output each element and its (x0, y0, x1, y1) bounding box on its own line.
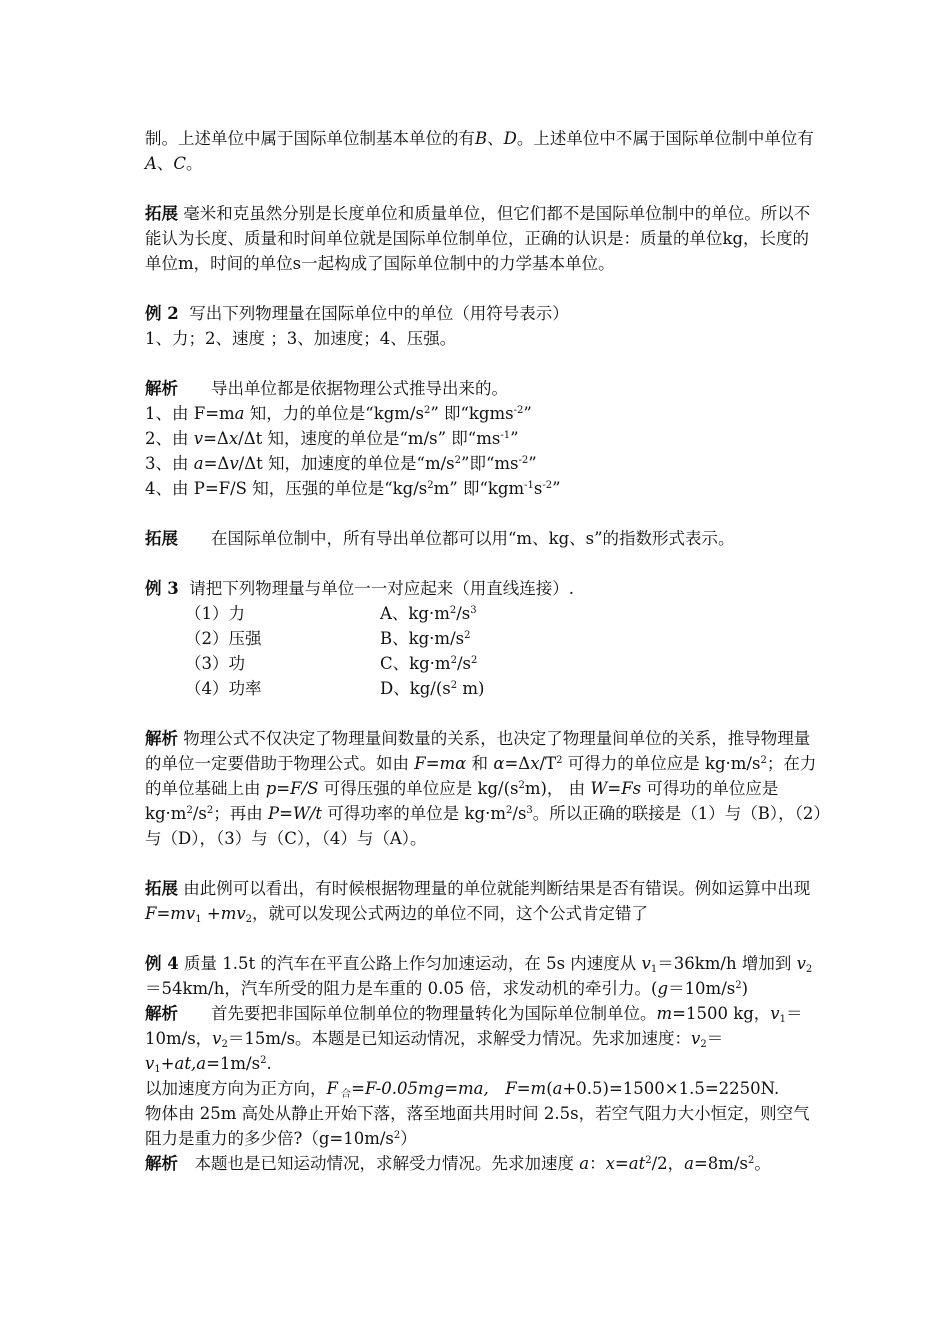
example-5-question (145, 1101, 825, 1151)
text: 2 (245, 914, 253, 925)
text: /2， (651, 1154, 685, 1173)
text: ＝10m/s (668, 979, 736, 998)
text: 。上述单位中不属于国际单位制中单位有 (516, 129, 814, 148)
text: 2 (805, 964, 813, 975)
text: . (266, 1054, 272, 1073)
text: 2 (464, 630, 471, 641)
text: 以加速度方向为正方向， (145, 1079, 327, 1098)
text: v (145, 1054, 155, 1073)
text: 2 (221, 1039, 228, 1050)
label-solution: 解析 (145, 729, 178, 748)
text: 3、由 (145, 454, 194, 473)
text: 2 (206, 805, 214, 816)
text: ： (589, 1154, 606, 1173)
label-example: 例 3 (145, 579, 179, 598)
text: W=Fs (590, 779, 642, 798)
example-4-force-line (145, 1076, 825, 1101)
example-2-question (145, 301, 825, 326)
text: /s (456, 604, 471, 623)
example-3-solution (145, 726, 825, 851)
text: x (228, 429, 239, 448)
text: 。 (186, 154, 203, 173)
paragraph-extension-2 (145, 526, 825, 551)
text: 2 (747, 1155, 755, 1166)
text: a (552, 1079, 563, 1098)
text: 1 (779, 1014, 786, 1025)
text: m” 即“kgm (433, 479, 525, 498)
text: 、 (156, 154, 174, 173)
text: /s (512, 804, 527, 823)
text: /T (539, 754, 557, 773)
example-5-solution (145, 1151, 825, 1176)
text: 合 (337, 1089, 352, 1100)
text: v (212, 1029, 222, 1048)
text: m)， 由 (524, 779, 591, 798)
text: 可得压强的单位应是 kg/(s (318, 779, 519, 798)
text: D、kg/(s (380, 679, 451, 698)
text: mv (220, 904, 246, 923)
text: 可得功的单位应是 kg·m (145, 779, 779, 823)
text: =Δ (504, 754, 531, 773)
text: 2 (735, 980, 742, 991)
text: =F-0.05mg=ma, (351, 1079, 489, 1098)
text: a (234, 404, 245, 423)
matching-row (145, 626, 825, 651)
text: /s (456, 654, 471, 673)
text: 2 (423, 405, 431, 416)
text: + (201, 904, 221, 923)
text: =Δ (203, 429, 229, 448)
text: 和 (466, 754, 494, 773)
text: α (493, 754, 505, 773)
text: F (326, 1079, 338, 1098)
text: =8m/s (693, 1154, 748, 1173)
text: 由此例可以看出，有时候根据物理量的单位就能判断结果是否有错误。例如运算中出现 (183, 879, 811, 898)
text: -1 (500, 430, 511, 441)
text: /Δt 知，加速度的单位是“m/s (238, 454, 455, 473)
text: /Δt 知，速度的单位是“m/s” 即“ms (238, 429, 501, 448)
text: -1 (524, 480, 534, 491)
text: 1 (650, 964, 658, 975)
text: 2 (260, 1055, 267, 1066)
text: ；再由 (213, 804, 268, 823)
label-extension: 拓展 (145, 879, 178, 898)
text: F=mα (414, 754, 467, 773)
text: 2 (454, 455, 462, 466)
text: = (516, 1079, 531, 1098)
text: 2 (645, 1155, 652, 1166)
text: at (628, 1154, 646, 1173)
text: 知，力的单位是“kgm/s (244, 404, 424, 423)
matching-row (145, 601, 825, 626)
label-example: 例 2 (145, 304, 179, 323)
text: v (641, 954, 651, 973)
text: -2 (513, 405, 524, 416)
text: x (605, 1154, 615, 1173)
text: 可得力的单位应是 kg·m/s (562, 754, 761, 773)
text: ＝ (706, 1029, 724, 1048)
text: v (796, 954, 806, 973)
text: 毫米和克虽然分别是长度单位和质量单位，但它们都不是国际单位制中的单位。所以不能认为长度、质量和时间单位就是国际单位制单位，正确的认识是：质量的单位kg，长度的单位m，时间的单位s一起构成了国际单位制中的力学基本单位。 (145, 204, 811, 273)
text: m (656, 1004, 673, 1023)
text: 首先要把非国际单位制单位的物理量转化为国际单位制单位。 (211, 1004, 657, 1023)
text: （3）功 (185, 654, 245, 673)
text: 质量 1.5t 的汽车在平直公路上作匀加速运动，在 5s 内速度从 (183, 954, 642, 973)
text: 物体由 25m 高处从静止开始下落，落至地面共用时间 2.5s，若空气阻力大小恒定，则空气阻力是重力的多少倍?（g=10m/s (145, 1104, 810, 1148)
text: ( (546, 1079, 553, 1098)
text: 4、由 P=F/S 知，压强的单位是“kg/s (145, 479, 428, 498)
text: ” (528, 454, 537, 473)
text: C、kg·m (380, 654, 451, 673)
label-solution: 解析 (145, 379, 178, 398)
text: a (684, 1154, 694, 1173)
text: 本题也是已知运动情况，求解受力情况。先求加速度 (194, 1154, 580, 1173)
text: ＝36km/h 增加到 (657, 954, 797, 973)
matching-row (145, 676, 825, 701)
text: 。所以正确的联接是（1）与（B），（2）与（D），（3）与（C），（4）与（A）。 (145, 804, 822, 848)
text: 物理公式不仅决定了物理量间数量的关系，也决定了物理量间单位的关系，推导物理量的单位一定要借助于物理公式。如由 (145, 729, 811, 773)
label-solution: 解析 (145, 1154, 178, 1173)
text: ” (523, 404, 532, 423)
solution-line-2 (145, 426, 825, 451)
text: =1m/s (206, 1054, 261, 1073)
label-example: 例 4 (145, 954, 179, 973)
text: 2 (700, 1039, 707, 1050)
text: F (505, 1079, 517, 1098)
text: 3 (470, 605, 477, 616)
text: 、 (487, 129, 504, 148)
example-3-question (145, 576, 825, 601)
label-solution: 解析 (145, 1004, 178, 1023)
text: /s (192, 804, 207, 823)
text: a (579, 1154, 590, 1173)
text: P=W/t (267, 804, 323, 823)
text: 。 (754, 1154, 771, 1173)
example-2-list: 1、力；2、速度 ；3、加速度；4、压强。 (145, 329, 457, 348)
text: ) (741, 979, 749, 998)
solution-line-4 (145, 476, 825, 501)
paragraph-extension-3 (145, 876, 825, 926)
text: 2 (556, 755, 563, 766)
text: ＝15m/s。本题是已知运动情况，求解受力情况。先求加速度： (227, 1029, 692, 1048)
text: ” (552, 479, 561, 498)
text: 2 (760, 755, 767, 766)
label-extension: 拓展 (145, 204, 178, 223)
text: 3 (526, 805, 533, 816)
text: （4）功率 (185, 679, 262, 698)
text: v (770, 1004, 780, 1023)
text: =1500 kg， (672, 1004, 771, 1023)
text: -2 (518, 455, 529, 466)
text: 2 (449, 605, 457, 616)
text: 2 (450, 680, 458, 691)
text: ＝54km/h，汽车所受的阻力是车重的 0.05 倍，求发动机的牵引力。( (145, 979, 658, 998)
text: 2 (427, 480, 434, 491)
paragraph-extension-1 (145, 201, 825, 276)
text: +at,a (160, 1054, 207, 1073)
text: C (173, 154, 187, 173)
text: ” (510, 429, 519, 448)
text: 2 (518, 780, 525, 791)
text: 在国际单位制中，所有导出单位都可以用“m、kg、s”的指数形式表示。 (211, 529, 735, 548)
document-page (145, 126, 825, 1176)
text: +0.5)=1500×1.5=2250N. (562, 1079, 780, 1098)
text: 2、由 (145, 429, 194, 448)
text: ＝10m/s， (145, 1004, 803, 1048)
text: 制。上述单位中属于国际单位制基本单位的有 (145, 129, 475, 148)
text: =Δ (203, 454, 230, 473)
text: 2 (470, 655, 478, 666)
solution-line-3 (145, 451, 825, 476)
text: （2）压强 (185, 629, 262, 648)
text: 1 (154, 1064, 161, 1075)
text: ；在力的单位基础上由 (145, 754, 817, 798)
text: 可得功率的单位是 kg·m (322, 804, 507, 823)
paragraph-intro (145, 126, 825, 176)
text: -2 (542, 480, 553, 491)
text: 2 (450, 655, 457, 666)
text: v (229, 454, 239, 473)
example-2-solution (145, 376, 825, 401)
example-4-solution (145, 1001, 825, 1076)
text: 2 (186, 805, 193, 816)
text: m (530, 1079, 547, 1098)
text: p=F/S (265, 779, 319, 798)
label-extension: 拓展 (145, 529, 178, 548)
solution-line-1 (145, 401, 825, 426)
text: F=mv (145, 904, 196, 923)
text: 1 (195, 914, 202, 925)
text: a (193, 454, 204, 473)
text: 2 (506, 805, 513, 816)
text: D (503, 129, 517, 148)
text: 写出下列物理量在国际单位中的单位（用符号表示） (189, 304, 569, 323)
text: v (691, 1029, 701, 1048)
matching-row (145, 651, 825, 676)
text: x (530, 754, 540, 773)
text: ” 即“kgms (430, 404, 514, 423)
text: （1）力 (185, 604, 245, 623)
text: = (614, 1154, 629, 1173)
text: B、kg·m/s (380, 629, 465, 648)
text: A、kg·m (380, 604, 450, 623)
text: v (193, 429, 204, 448)
text: B (475, 129, 488, 148)
text: 导出单位都是依据物理公式推导出来的。 (211, 379, 508, 398)
text: 2 (393, 1130, 401, 1141)
text: 请把下列物理量与单位一一对应起来（用直线连接）. (189, 579, 574, 598)
text: A (145, 154, 157, 173)
text: s (533, 479, 543, 498)
text: g (657, 979, 669, 998)
text: ”即“ms (461, 454, 519, 473)
text: 1、由 F=m (145, 404, 235, 423)
text: ，就可以发现公式两边的单位不同，这个公式肯定错了 (252, 904, 649, 923)
text: ） (400, 1129, 417, 1148)
text: m) (457, 679, 485, 698)
example-4-question (145, 951, 825, 1001)
